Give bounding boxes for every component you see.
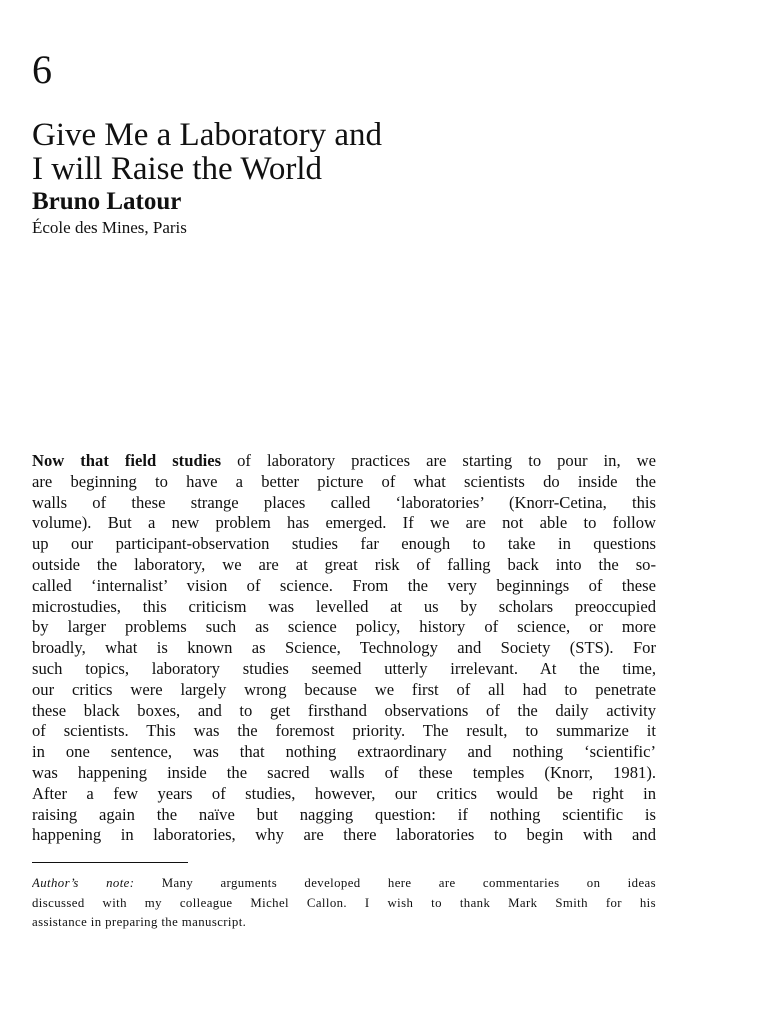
body-line: up our participant-observation studies far enough to take in questions: [32, 534, 656, 554]
body-line: in one sentence, was that nothing extraordinary and nothing ‘scientific’: [32, 742, 656, 762]
body-line: these black boxes, and to get firsthand observations of the daily activity: [32, 700, 656, 720]
author-name: Bruno Latour: [32, 188, 182, 215]
footnote-label: Author’s note:: [32, 876, 135, 890]
author-footnote: [32, 874, 656, 933]
author-affiliation: École des Mines, Paris: [32, 218, 187, 237]
body-line: such topics, laboratory studies seemed utterly irrelevant. At the time,: [32, 658, 656, 678]
chapter-title-line: Give Me a Laboratory and: [32, 117, 383, 153]
body-line: was happening inside the sacred walls of these temples (Knorr, 1981).: [32, 762, 656, 782]
chapter-number: 6: [32, 47, 52, 92]
body-paragraph: [32, 451, 656, 846]
body-line-rest: of laboratory practices are starting to pour in, we: [221, 451, 656, 470]
body-line: microstudies, this criticism was levelled at us by scholars preoccupied: [32, 596, 656, 616]
body-line: of scientists. This was the foremost priority. The result, to summarize it: [32, 721, 656, 741]
body-line: are beginning to have a better picture of what scientists do inside the: [32, 471, 656, 491]
body-line: After a few years of studies, however, our critics would be right in: [32, 783, 656, 803]
body-line: raising again the naïve but nagging question: if nothing scientific is: [32, 804, 656, 824]
body-line: our critics were largely wrong because we first of all had to penetrate: [32, 679, 656, 699]
chapter-title-line: I will Raise the World: [32, 151, 323, 187]
body-line: walls of these strange places called ‘laboratories’ (Knorr-Cetina, this: [32, 492, 656, 512]
body-line: outside the laboratory, we are at great risk of falling back into the so-: [32, 554, 656, 574]
footnote-line: assistance in preparing the manuscript.: [32, 915, 247, 929]
footnote-line: discussed with my colleague Michel Callon. I wish to thank Mark Smith for his: [32, 895, 656, 910]
lead-in-text: Now that field studies: [32, 451, 222, 470]
footnote-line: [32, 874, 656, 894]
body-line: broadly, what is known as Science, Technology and Society (STS). For: [32, 638, 656, 658]
body-line: volume). But a new problem has emerged. If we are not able to follow: [32, 513, 656, 533]
body-line: [32, 451, 656, 472]
body-line: by larger problems such as science policy, history of science, or more: [32, 617, 656, 637]
body-line: called ‘internalist’ vision of science. From the very beginnings of these: [32, 575, 656, 595]
footnote-line-rest: Many arguments developed here are commentaries on ideas: [134, 876, 656, 890]
body-line: happening in laboratories, why are there laboratories to begin with and: [32, 825, 656, 845]
footnote-divider: [32, 862, 188, 863]
chapter-title: [32, 118, 692, 186]
